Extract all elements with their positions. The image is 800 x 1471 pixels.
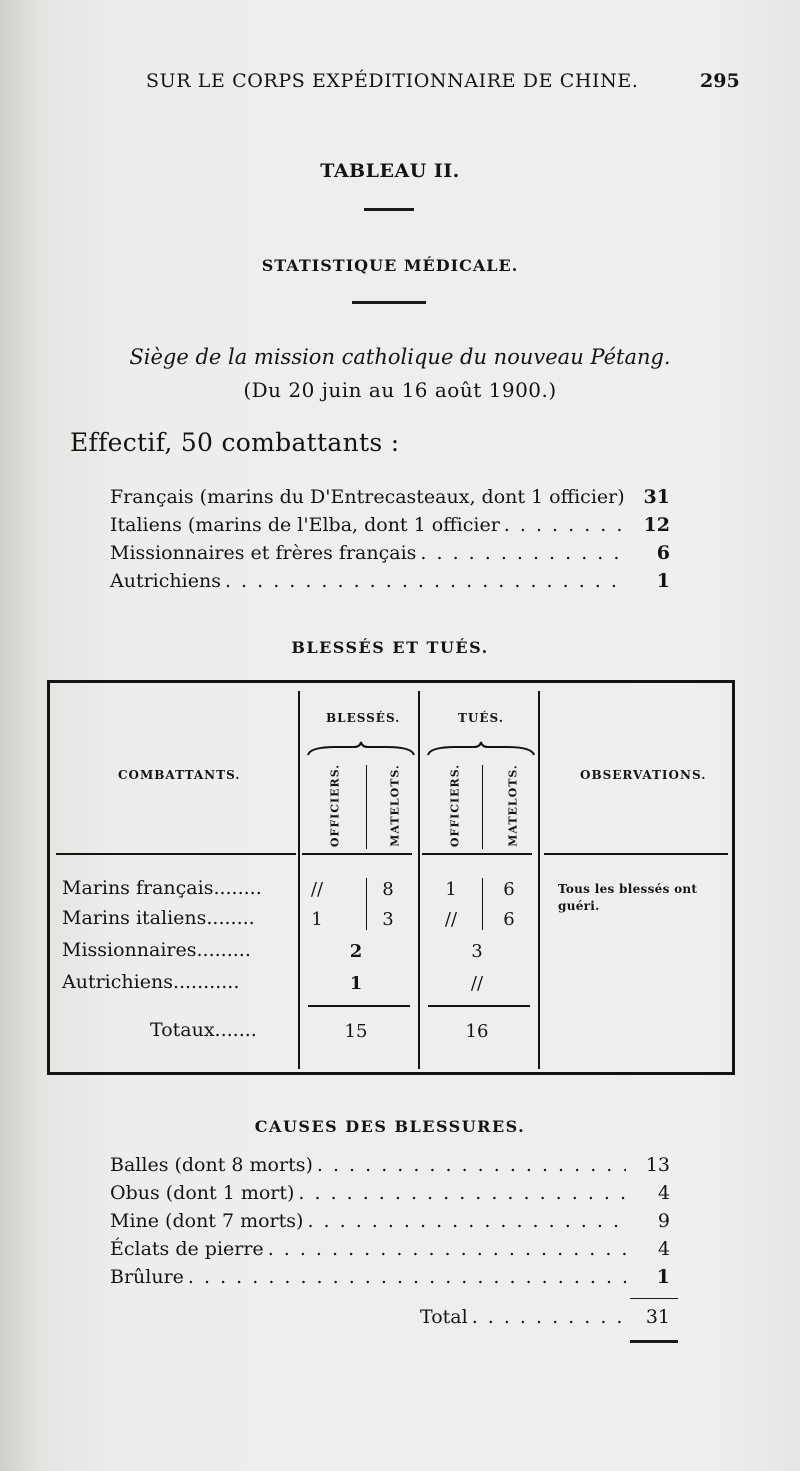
observation-note: Tous les blessés ont guéri. [558,882,698,913]
subcol-matelots: MATELOTS. [388,764,402,847]
cell-value: // [444,909,458,930]
list-item [110,1238,670,1264]
list-item [110,514,670,540]
item-label: Éclats de pierre [110,1238,264,1260]
sub-divider [482,878,483,930]
cell-value: // [310,879,324,900]
cell-value: 6 [503,879,515,900]
item-label: Missionnaires et frères français [110,542,417,564]
date-range: (Du 20 juin au 16 août 1900.) [243,378,557,402]
total-rule [308,1005,410,1007]
title-rule [364,208,414,211]
cell-value: 3 [382,909,394,930]
leader-dots [298,1182,626,1204]
item-value: 1 [656,1266,670,1288]
item-value: 1 [656,570,670,592]
col-header-tues: TUÉS. [458,711,504,725]
cell-value: 2 [349,941,363,962]
total-label: Total [420,1306,468,1328]
cell-value: // [470,973,484,994]
cell-value: 8 [382,879,394,900]
divider [538,691,540,1069]
sum-rule [630,1298,678,1299]
item-label: Français (marins du D'Entrecasteaux, dont 1 officier) [110,486,625,508]
sub-divider [366,765,367,849]
total-row [420,1306,670,1332]
list-item [110,542,670,568]
leader-dots [472,1306,626,1328]
header-rule [302,853,412,855]
list-item [110,1154,670,1180]
totals-label: Totaux....... [150,1019,257,1041]
item-label: Mine (dont 7 morts) [110,1210,304,1232]
leader-dots [225,570,626,592]
col-header-combattants: COMBATTANTS. [118,768,241,782]
list-item [110,486,670,512]
leader-dots [188,1266,626,1288]
cell-value: 3 [471,941,483,962]
section-rule [352,301,426,304]
subcol-officiers: OFFICIERS. [328,763,342,848]
leader-dots [307,1210,626,1232]
total-value: 31 [645,1306,670,1328]
sub-divider [482,765,483,849]
header-rule [422,853,532,855]
list-item [110,1266,670,1292]
item-value: 9 [657,1210,670,1232]
item-label: Autrichiens [110,570,221,592]
total-value: 16 [465,1021,489,1042]
brace-tues [426,741,536,757]
list-item [110,570,670,596]
item-value: 13 [645,1154,670,1176]
subcol-officiers: OFFICIERS. [448,763,462,848]
item-label: Brûlure [110,1266,184,1288]
site-heading: Siège de la mission catholique du nouveau Pétang. [129,345,671,369]
header-rule [544,853,728,855]
leader-dots [268,1238,626,1260]
cell-value: 6 [503,909,515,930]
item-value: 4 [657,1238,670,1260]
row-label: Autrichiens........... [62,971,240,993]
leader-dots [420,542,626,564]
leader-dots [317,1154,626,1176]
total-rule [428,1005,530,1007]
casualties-heading: BLESSÉS ET TUÉS. [291,638,489,657]
item-value: 4 [657,1182,670,1204]
list-item [110,1182,670,1208]
effectif-heading: Effectif, 50 combattants : [70,428,400,457]
row-label: Marins français........ [62,877,262,899]
item-label: Balles (dont 8 morts) [110,1154,313,1176]
subcol-matelots: MATELOTS. [506,764,520,847]
header-rule [56,853,296,855]
cell-value: 1 [445,879,457,900]
leader-dots [504,514,626,536]
col-header-observations: OBSERVATIONS. [580,768,707,782]
page-number: 295 [700,70,740,92]
row-label: Missionnaires......... [62,939,251,961]
causes-heading: CAUSES DES BLESSURES. [254,1117,526,1136]
item-label: Obus (dont 1 mort) [110,1182,295,1204]
section-title: STATISTIQUE MÉDICALE. [261,256,519,275]
item-value: 31 [643,486,670,508]
cell-value: 1 [311,909,323,930]
running-head: SUR LE CORPS EXPÉDITIONNAIRE DE CHINE. [146,70,639,92]
item-value: 12 [643,514,670,536]
list-item [110,1210,670,1236]
item-label: Italiens (marins de l'Elba, dont 1 officier [110,514,500,536]
table-title: TABLEAU II. [320,160,460,182]
row-label: Marins italiens........ [62,907,255,929]
sub-divider [366,878,367,930]
total-underline [630,1340,678,1343]
casualties-table [47,680,735,1075]
divider [418,691,420,1069]
total-value: 15 [344,1021,368,1042]
cell-value: 1 [349,973,363,994]
brace-blesses [306,741,416,757]
item-value: 6 [656,542,670,564]
divider [298,691,300,1069]
col-header-blesses: BLESSÉS. [326,711,401,725]
